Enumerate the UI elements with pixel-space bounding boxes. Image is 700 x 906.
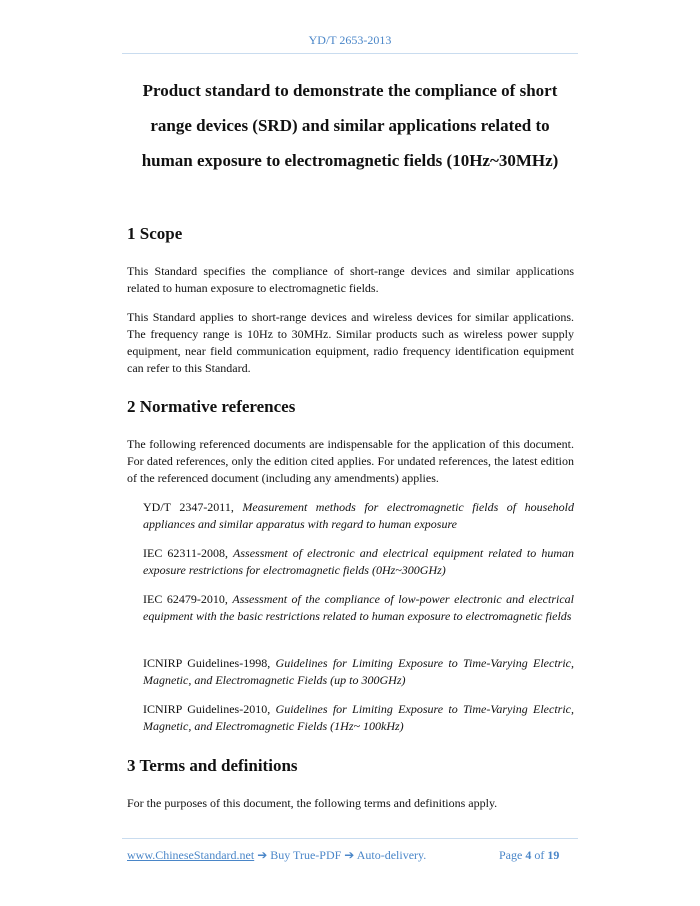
reference-item — [143, 655, 574, 689]
reference-title: Measurement methods for electromagnetic fields of household appliances and similar apparatus with regard to human exposure — [143, 500, 574, 531]
title-line-2: range devices (SRD) and similar applications related to — [150, 116, 550, 135]
reference-title: Guidelines for Limiting Exposure to Time-Varying Electric, Magnetic, and Electromagnetic Fields (up to 300GHz) — [143, 656, 574, 687]
title-line-1: Product standard to demonstrate the compliance of short — [142, 81, 558, 100]
reference-item — [143, 545, 574, 579]
header-divider — [122, 53, 578, 54]
scope-paragraph-1: This Standard specifies the compliance of short-range devices and similar applications related to human exposure to electromagnetic fields. — [127, 264, 574, 295]
reference-title: Guidelines for Limiting Exposure to Time-Varying Electric, Magnetic, and Electromagnetic Fields (1Hz~ 100kHz) — [143, 702, 574, 733]
reference-code: ICNIRP Guidelines-1998, — [143, 656, 276, 670]
reference-title: Assessment of electronic and electrical equipment related to human exposure restrictions for electromagnetic fields (0Hz~300GHz) — [143, 546, 574, 577]
terms-intro-paragraph: For the purposes of this document, the following terms and definitions apply. — [127, 796, 498, 810]
page-of: of — [531, 848, 548, 862]
title-line-3: human exposure to electromagnetic fields (10Hz~30MHz) — [141, 151, 559, 170]
reference-title: Assessment of the compliance of low-power electronic and electrical equipment with the basic restrictions related to human exposure to electromagnetic fields — [143, 592, 575, 623]
arrow-icon: ➔ — [341, 848, 357, 862]
auto-delivery-text: Auto-delivery. — [356, 848, 427, 862]
reference-code: IEC 62479-2010, — [143, 592, 233, 606]
page-label: Page — [499, 848, 526, 862]
reference-code: YD/T 2347-2011, — [143, 500, 243, 514]
page-indicator — [499, 848, 559, 863]
page-total: 19 — [547, 848, 560, 862]
document-title — [122, 73, 578, 178]
reference-code: ICNIRP Guidelines-2010, — [143, 702, 276, 716]
page-current: 4 — [525, 848, 532, 862]
arrow-icon: ➔ — [254, 848, 271, 862]
header-standard-code: YD/T 2653-2013 — [308, 33, 392, 47]
footer-promo — [127, 848, 426, 863]
section-heading-scope: 1 Scope — [127, 224, 183, 243]
reference-item — [143, 701, 574, 735]
buy-true-pdf-link[interactable]: Buy True-PDF — [270, 848, 342, 862]
section-heading-terms-and-definitions: 3 Terms and definitions — [127, 756, 298, 775]
site-link[interactable]: www.ChineseStandard.net — [127, 848, 255, 862]
reference-item — [143, 591, 574, 625]
reference-item — [143, 499, 574, 533]
reference-code: IEC 62311-2008, — [143, 546, 234, 560]
footer-divider — [122, 838, 578, 839]
section-heading-normative-references: 2 Normative references — [127, 397, 296, 416]
normative-intro-paragraph: The following referenced documents are indispensable for the application of this document. For dated references, only the edition cited applies. For undated references, the latest edition of the referenced document (including any amendments) applies. — [127, 437, 574, 485]
scope-paragraph-2: This Standard applies to short-range devices and wireless devices for similar applications. The frequency range is 10Hz to 30MHz. Similar products such as wireless power supply equipment, near field communication equipment, radio frequency identification equipment can refer to this Standard. — [127, 310, 574, 375]
